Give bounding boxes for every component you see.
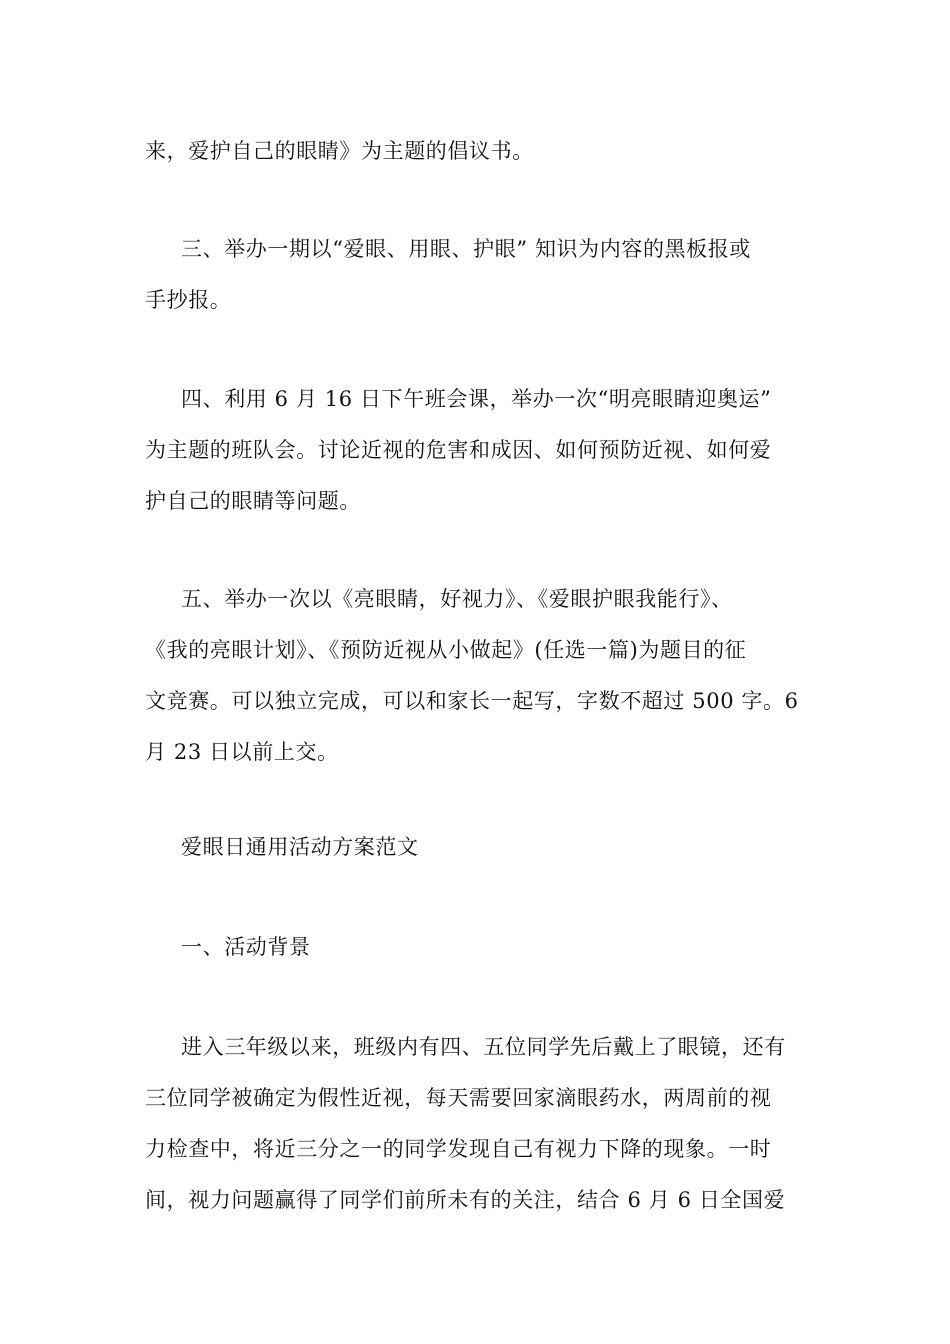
text-line: 月 23 日以前上交。 [145,740,339,764]
text-line: 文竞赛。可以独立完成，可以和家长一起写，字数不超过 500 字。6 [145,689,799,713]
text-line: 间，视力问题赢得了同学们前所未有的关注，结合 6 月 6 日全国爱 [145,1188,786,1212]
paragraph-item-four [145,374,810,527]
text-line: 爱眼日通用活动方案范文 [181,835,419,859]
text-line: 手抄报。 [145,288,232,312]
section-title [145,822,810,873]
paragraph-proposal-end [145,126,810,177]
text-line: 进入三年级以来，班级内有四、五位同学先后戴上了眼镜，还有 [181,1035,786,1059]
text-line: 三位同学被确定为假性近视，每天需要回家滴眼药水，两周前的视 [145,1086,772,1110]
text-line: 五、举办一次以《亮眼睛，好视力》、《爱眼护眼我能行》、 [181,587,733,611]
text-line: 力检查中，将近三分之一的同学发现自己有视力下降的现象。一时 [145,1137,772,1161]
paragraph-background [145,1022,810,1226]
text-line: 为主题的班队会。讨论近视的危害和成因、如何预防近视、如何爱 [145,438,772,462]
text-line: 护自己的眼睛等问题。 [145,489,361,513]
text-line: 来，爱护自己的眼睛》为主题的倡议书。 [145,139,534,163]
text-line: 一、活动背景 [181,935,311,959]
section-heading-background [145,922,810,973]
paragraph-item-three [145,224,810,326]
text-line: 《我的亮眼计划》、《预防近视从小做起》(任选一篇)为题目的征 [145,638,747,662]
text-line: 四、利用 6 月 16 日下午班会课，举办一次“明亮眼睛迎奥运” [181,387,772,411]
paragraph-item-five [145,574,810,778]
text-line: 三、举办一期以“爱眼、用眼、护眼” 知识为内容的黑板报或 [181,237,751,261]
